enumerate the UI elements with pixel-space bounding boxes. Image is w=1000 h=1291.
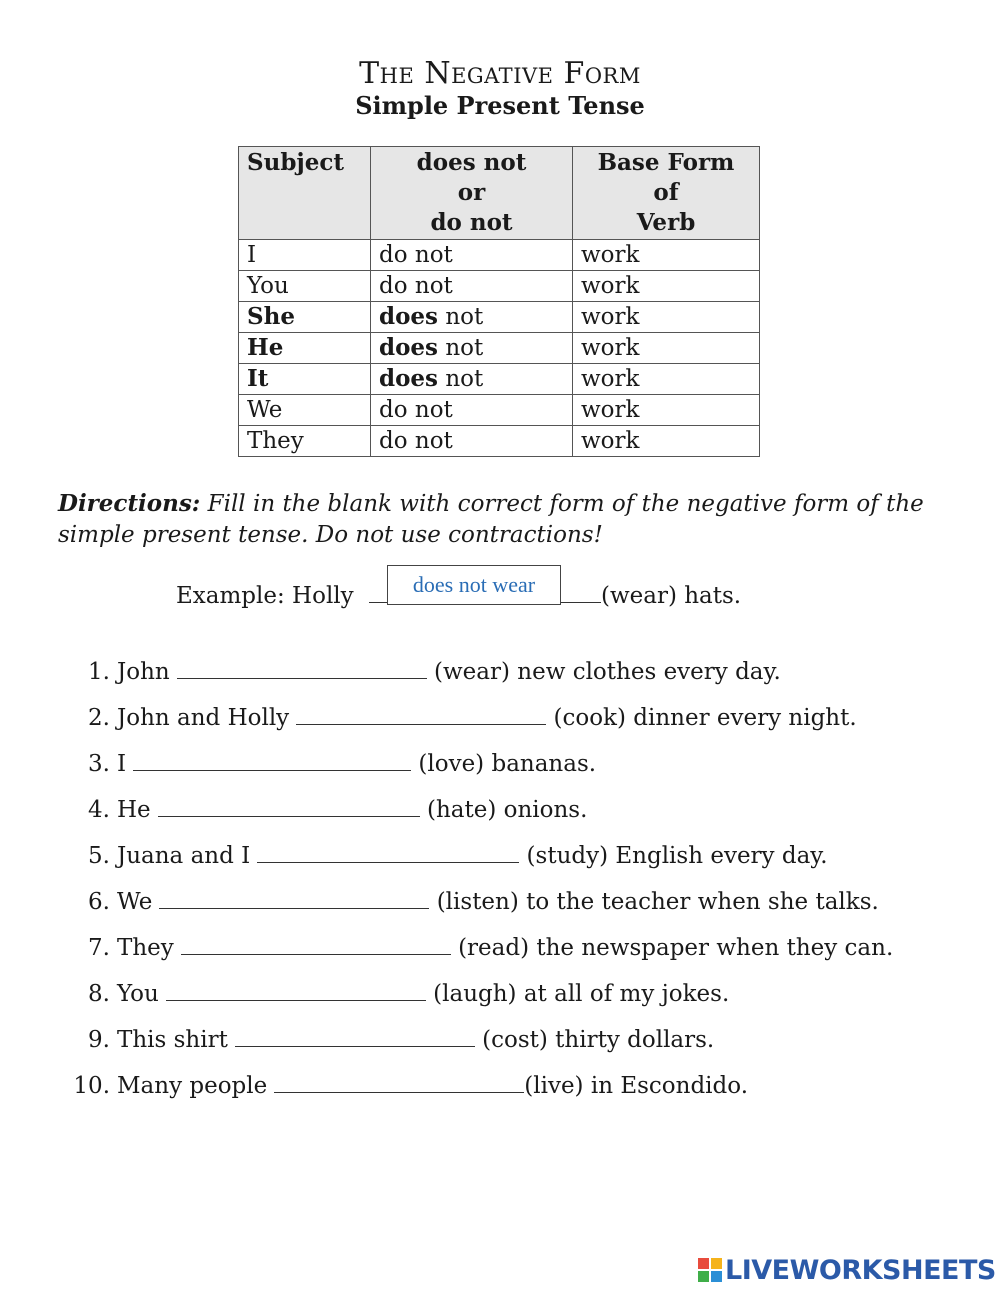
exercise-number: 9. — [88, 1027, 110, 1053]
table-row — [239, 364, 760, 395]
answer-blank[interactable] — [133, 748, 411, 771]
exercise-subject: John and Holly — [117, 705, 290, 731]
directions-label: Directions: — [58, 490, 201, 517]
liveworksheets-logo — [698, 1254, 996, 1286]
exercise-item — [70, 882, 893, 928]
exercise-item — [70, 836, 893, 882]
exercise-verb-hint: (hate) onions. — [419, 797, 588, 823]
answer-blank[interactable] — [158, 794, 420, 817]
answer-blank[interactable] — [235, 1024, 475, 1047]
header-aux-line1: does not — [416, 149, 527, 176]
cell-auxiliary — [371, 333, 573, 364]
logo-square — [698, 1258, 709, 1269]
example-suffix: (wear) hats. — [600, 583, 742, 609]
worksheet-title: The Negative Form — [359, 56, 641, 91]
aux-rest: not — [438, 335, 484, 361]
exercise-item — [70, 698, 893, 744]
aux-rest: not — [438, 366, 484, 392]
exercise-verb-hint: (cost) thirty dollars. — [474, 1027, 715, 1053]
exercise-item — [70, 1020, 893, 1066]
table-header-row — [239, 147, 760, 240]
logo-square — [711, 1258, 722, 1269]
cell-auxiliary — [371, 364, 573, 395]
exercise-subject: I — [117, 751, 127, 777]
cell-subject: It — [239, 364, 371, 395]
cell-verb: work — [573, 426, 760, 457]
cell-auxiliary — [371, 302, 573, 333]
logo-square — [698, 1271, 709, 1282]
exercise-list — [70, 652, 893, 1112]
exercise-number: 7. — [88, 935, 110, 961]
answer-blank[interactable] — [166, 978, 426, 1001]
cell-subject: She — [239, 302, 371, 333]
cell-subject: He — [239, 333, 371, 364]
cell-subject: You — [239, 271, 371, 302]
table-row — [239, 302, 760, 333]
table-row — [239, 426, 760, 457]
exercise-number: 10. — [73, 1073, 110, 1099]
header-aux-line3: do not — [430, 209, 513, 236]
cell-subject: We — [239, 395, 371, 426]
exercise-item — [70, 652, 893, 698]
exercise-subject: We — [117, 889, 153, 915]
cell-verb: work — [573, 271, 760, 302]
header-aux-line2: or — [457, 179, 486, 206]
logo-text: LIVEWORKSHEETS — [725, 1254, 996, 1286]
table-row — [239, 333, 760, 364]
cell-auxiliary — [371, 395, 573, 426]
directions — [58, 488, 958, 551]
exercise-verb-hint: (study) English every day. — [519, 843, 828, 869]
cell-subject: I — [239, 240, 371, 271]
header-verb-line1: Base Form of — [597, 149, 735, 206]
exercise-verb-hint: (live) in Escondido. — [524, 1073, 749, 1099]
cell-auxiliary — [371, 426, 573, 457]
exercise-verb-hint: (wear) new clothes every day. — [426, 659, 781, 685]
aux-rest: do not — [379, 242, 453, 268]
exercise-item — [70, 744, 893, 790]
cell-verb: work — [573, 240, 760, 271]
cell-subject: They — [239, 426, 371, 457]
exercise-verb-hint: (cook) dinner every night. — [546, 705, 857, 731]
cell-verb: work — [573, 364, 760, 395]
aux-rest: do not — [379, 397, 453, 423]
cell-auxiliary — [371, 240, 573, 271]
header-base-verb — [573, 147, 760, 240]
cell-verb: work — [573, 302, 760, 333]
logo-icon — [698, 1258, 722, 1282]
example-answer-field[interactable]: does not wear — [387, 565, 561, 605]
header-auxiliary — [371, 147, 573, 240]
exercise-subject: They — [117, 935, 174, 961]
exercise-item — [70, 928, 893, 974]
aux-rest: do not — [379, 273, 453, 299]
grammar-table — [238, 146, 760, 457]
exercise-verb-hint: (love) bananas. — [411, 751, 597, 777]
exercise-subject: Many people — [117, 1073, 268, 1099]
exercise-number: 4. — [88, 797, 110, 823]
exercise-subject: This shirt — [117, 1027, 228, 1053]
exercise-subject: John — [117, 659, 170, 685]
exercise-number: 3. — [88, 751, 110, 777]
exercise-subject: You — [117, 981, 159, 1007]
example-prefix: Example: Holly — [176, 583, 354, 609]
aux-bold: does — [379, 303, 439, 330]
table-row — [239, 240, 760, 271]
answer-blank[interactable] — [257, 840, 519, 863]
exercise-verb-hint: (listen) to the teacher when she talks. — [429, 889, 879, 915]
cell-verb: work — [573, 395, 760, 426]
exercise-verb-hint: (read) the newspaper when they can. — [450, 935, 894, 961]
table-body — [239, 240, 760, 457]
header-subject: Subject — [239, 147, 371, 240]
cell-auxiliary — [371, 271, 573, 302]
exercise-item — [70, 974, 893, 1020]
exercise-subject: He — [117, 797, 151, 823]
answer-blank[interactable] — [296, 702, 546, 725]
exercise-number: 8. — [88, 981, 110, 1007]
exercise-item — [70, 1066, 893, 1112]
exercise-number: 1. — [88, 659, 110, 685]
aux-bold: does — [379, 334, 439, 361]
cell-verb: work — [573, 333, 760, 364]
table-row — [239, 395, 760, 426]
exercise-number: 2. — [88, 705, 110, 731]
directions-text: Fill in the blank with correct form of the negative form of the simple present tense. Do not use contractions! — [58, 491, 924, 548]
answer-blank[interactable] — [274, 1070, 524, 1093]
answer-blank[interactable] — [181, 932, 451, 955]
worksheet-subtitle: Simple Present Tense — [355, 91, 645, 120]
logo-square — [711, 1271, 722, 1282]
header-verb-line2: Verb — [636, 209, 696, 236]
exercise-number: 5. — [88, 843, 110, 869]
answer-blank[interactable] — [159, 886, 429, 909]
aux-rest: do not — [379, 428, 453, 454]
table-row — [239, 271, 760, 302]
exercise-item — [70, 790, 893, 836]
aux-bold: does — [379, 365, 439, 392]
answer-blank[interactable] — [177, 656, 427, 679]
exercise-subject: Juana and I — [117, 843, 251, 869]
exercise-number: 6. — [88, 889, 110, 915]
exercise-verb-hint: (laugh) at all of my jokes. — [425, 981, 730, 1007]
aux-rest: not — [438, 304, 484, 330]
